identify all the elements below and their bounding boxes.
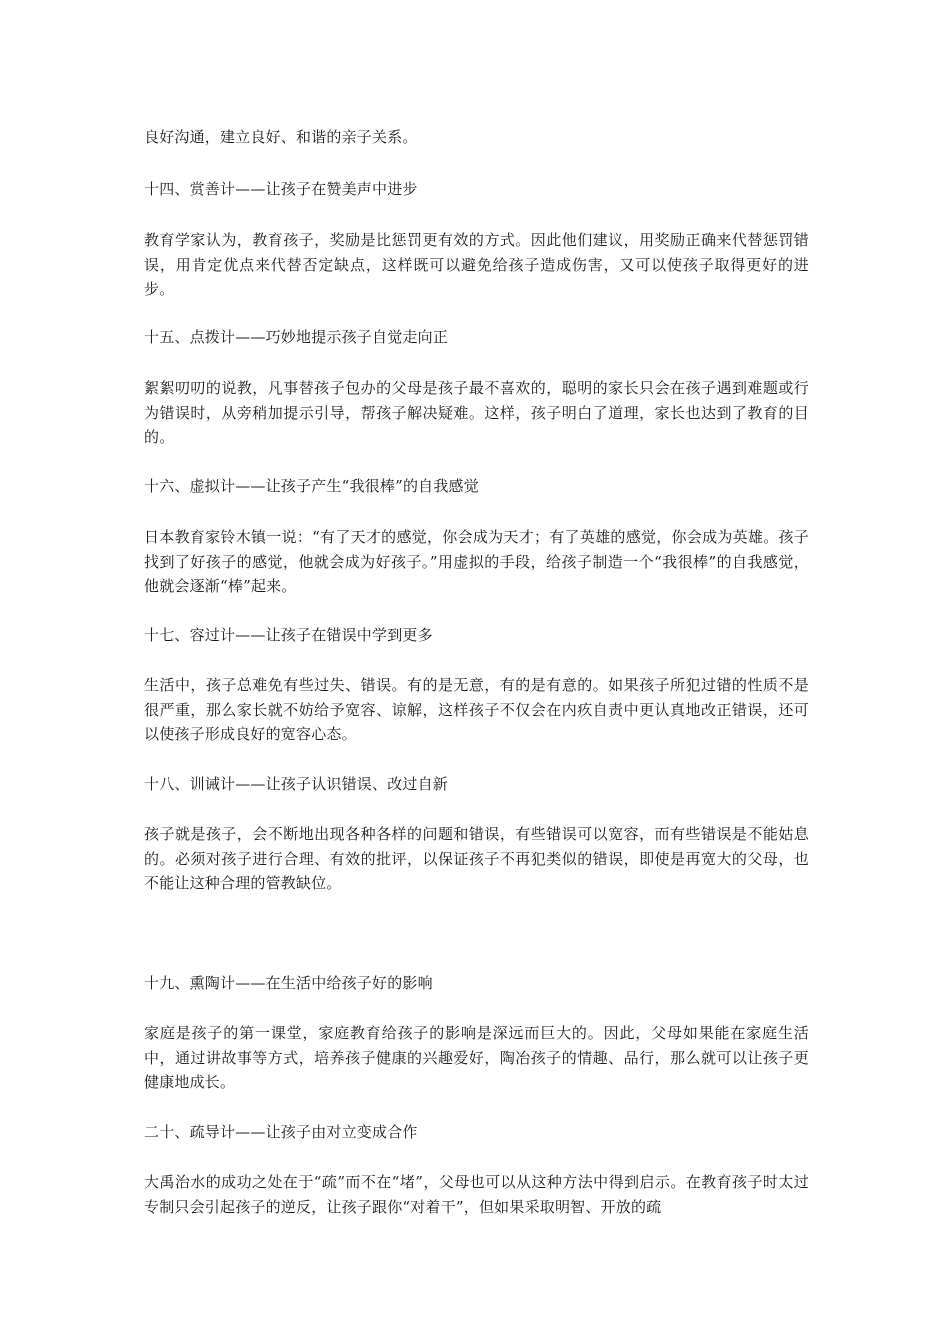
section-body-18: 孩子就是孩子，会不断地出现各种各样的问题和错误，有些错误可以宽容，而有些错误是不能姑息的。必须对孩子进行合理、有效的批评，以保证孩子不再犯类似的错误，即使是再宽大的父母，也不能让这种合理的管教缺位。 — [144, 825, 809, 892]
section-body-17: 生活中，孩子总难免有些过失、错误。有的是无意，有的是有意的。如果孩子所犯过错的性质不是很严重，那么家长就不妨给予宽容、谅解，这样孩子不仅会在内疚自责中更认真地改正错误，还可以使孩子形成良好的宽容心态。 — [144, 676, 809, 743]
section-heading-19: 十九、熏陶计——在生活中给孩子好的影响 — [144, 974, 433, 992]
section-heading-18: 十八、训诫计——让孩子认识错误、改过自新 — [144, 775, 449, 793]
section-body-15: 絮絮叨叨的说教，凡事替孩子包办的父母是孩子最不喜欢的，聪明的家长只会在孩子遇到难题或行为错误时，从旁稍加提示引导，帮孩子解决疑难。这样，孩子明白了道理，家长也达到了教育的目的。 — [144, 379, 809, 446]
section-body-14: 教育学家认为，教育孩子，奖励是比惩罚更有效的方式。因此他们建议，用奖励正确来代替惩罚错误，用肯定优点来代替否定缺点，这样既可以避免给孩子造成伤害，又可以使孩子取得更好的进步。 — [144, 231, 809, 298]
section-heading-14: 十四、赏善计——让孩子在赞美声中进步 — [144, 180, 418, 198]
section-body-16: 日本教育家铃木镇一说：“有了天才的感觉，你会成为天才；有了英雄的感觉，你会成为英雄。孩子找到了好孩子的感觉，他就会成为好孩子。”用虚拟的手段，给孩子制造一个“我很棒”的自我感觉，他就会逐渐“棒”起来。 — [144, 528, 809, 595]
section-body-19: 家庭是孩子的第一课堂，家庭教育给孩子的影响是深远而巨大的。因此，父母如果能在家庭生活中，通过讲故事等方式，培养孩子健康的兴趣爱好，陶冶孩子的情趣、品行，那么就可以让孩子更健康地成长。 — [144, 1024, 809, 1091]
section-heading-17: 十七、容过计——让孩子在错误中学到更多 — [144, 626, 433, 644]
section-body-20: 大禹治水的成功之处在于“疏”而不在“堵”，父母也可以从这种方法中得到启示。在教育孩子时太过专制只会引起孩子的逆反，让孩子跟你“对着干”，但如果采取明智、开放的疏 — [144, 1173, 809, 1216]
section-heading-16: 十六、虚拟计——让孩子产生“我很棒”的自我感觉 — [144, 477, 479, 495]
section-heading-20: 二十、疏导计——让孩子由对立变成合作 — [144, 1123, 418, 1141]
section-heading-15: 十五、点拨计——巧妙地提示孩子自觉走向正 — [144, 328, 449, 346]
paragraph-continuation: 良好沟通，建立良好、和谐的亲子关系。 — [144, 128, 418, 146]
